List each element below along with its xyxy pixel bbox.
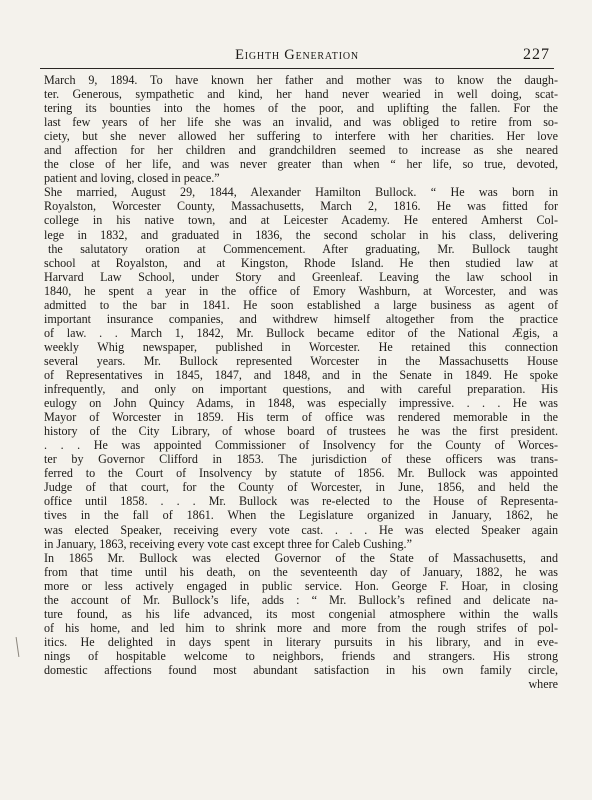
catchword: where [528,677,558,692]
text-line: tives in the fall of 1861. When the Legislature organized in January, 1862, he [44,508,558,523]
text-line: weekly Whig newspaper, published in Worcester. He retained this connection [44,339,558,354]
text-line: from that time until his death, on the seventeenth day of January, 1882, he was [44,564,558,579]
text-line: nings of hospitable welcome to neighbors, friends and strangers. His strong [44,648,558,663]
text-line: and affection for her children and grandchildren seemed to increase as she neared [44,143,558,158]
page-number: 227 [523,46,550,63]
text-line: She married, August 29, 1844, Alexander Hamilton Bullock. “ He was born in [44,185,558,200]
chapter-title: Eighth Generation [235,47,359,63]
text-line: the account of Mr. Bullock’s life, adds : “ Mr. Bullock’s refined and delicate na- [44,592,558,607]
text-line: in January, 1863, receiving every vote cast except three for Caleb Cushing.” [44,536,412,551]
text-line: the salutatory oration at Commencement. After graduating, Mr. Bullock taught [48,241,558,256]
pencil-mark [16,637,20,657]
text-line: Judge of that court, for the County of Worcester, in June, 1856, and held the [44,480,558,495]
text-line: of his home, and led him to shrink more and more from the rough strifes of pol- [44,620,558,635]
text-line: infrequently, and only on important questions, and with careful preparation. His [44,382,558,397]
text-line: several years. Mr. Bullock represented Worcester in the Massachusetts House [44,353,558,368]
text-line: admitted to the bar in 1841. He soon established a large business as agent of [44,297,558,312]
text-line: 1840, he spent a year in the office of Emory Washburn, at Worcester, and was [44,283,558,298]
text-line: more or less actively engaged in public service. Hon. George F. Hoar, in closing [44,578,558,593]
text-line: last few years of her life she was an invalid, and was obliged to retire from so- [44,115,558,130]
text-line: was elected Speaker, receiving every vote cast. . . . He was elected Speaker again [44,522,558,537]
text-line: ture found, as his life advanced, its most congenial atmosphere within the walls [44,606,558,621]
text-line: itics. He delighted in days spent in literary pursuits in his library, and in eve- [44,634,558,649]
text-line: important insurance companies, and withdrew himself altogether from the practice [44,311,558,326]
text-line: . . . He was appointed Commissioner of Insolvency for the County of Worces- [44,438,558,453]
text-line: Royalston, Worcester County, Massachusetts, March 2, 1816. He was fitted for [44,199,558,214]
text-line: the close of her life, and was never greater than when “ her life, so true, devoted, [44,157,558,172]
text-line: lege in 1832, and graduated in 1836, the second scholar in his class, delivering [44,227,558,242]
text-line: Harvard Law School, under Story and Greenleaf. Leaving the law school in [44,269,558,284]
text-line: ter. Generous, sympathetic and kind, her hand never wearied in well doing, scat- [44,87,558,102]
text-line: patient and loving, closed in peace.” [44,171,220,186]
running-header [40,46,554,68]
body-text [44,73,558,691]
text-line: office until 1858. . . . Mr. Bullock was re-elected to the House of Representa- [44,494,558,509]
text-line: ter by Governor Clifford in 1853. The jurisdiction of these officers was trans- [44,452,558,467]
text-line: In 1865 Mr. Bullock was elected Governor of the State of Massachusetts, and [44,550,558,565]
text-line: of law. . . March 1, 1842, Mr. Bullock became editor of the National Ægis, a [44,325,558,340]
text-line: college in his native town, and at Leicester Academy. He entered Amherst Col- [44,213,558,228]
text-line: Mayor of Worcester in 1859. His term of office was rendered memorable in the [44,410,558,425]
text-line: domestic affections found most abundant satisfaction in his own family circle, [44,662,558,677]
text-line: ferred to the Court of Insolvency by statute of 1856. Mr. Bullock was appointed [44,466,558,481]
text-line: of Representatives in 1845, 1847, and 1848, and in the Senate in 1849. He spoke [44,367,558,382]
text-line: March 9, 1894. To have known her father and mother was to know the daugh- [44,73,558,87]
text-line: tering its bounties into the homes of the poor, and uplifting the fallen. For the [44,101,558,116]
header-rule [40,68,554,69]
text-line: history of the City Library, of whose board of trustees he was the first president. [44,424,558,439]
text-line: eulogy on John Quincy Adams, in 1848, was especially impressive. . . . He was [44,396,558,411]
text-line: school at Royalston, and at Kingston, Rhode Island. He then studied law at [44,255,558,270]
text-line: ciety, but she never allowed her suffering to interfere with her charities. Her love [44,129,558,144]
